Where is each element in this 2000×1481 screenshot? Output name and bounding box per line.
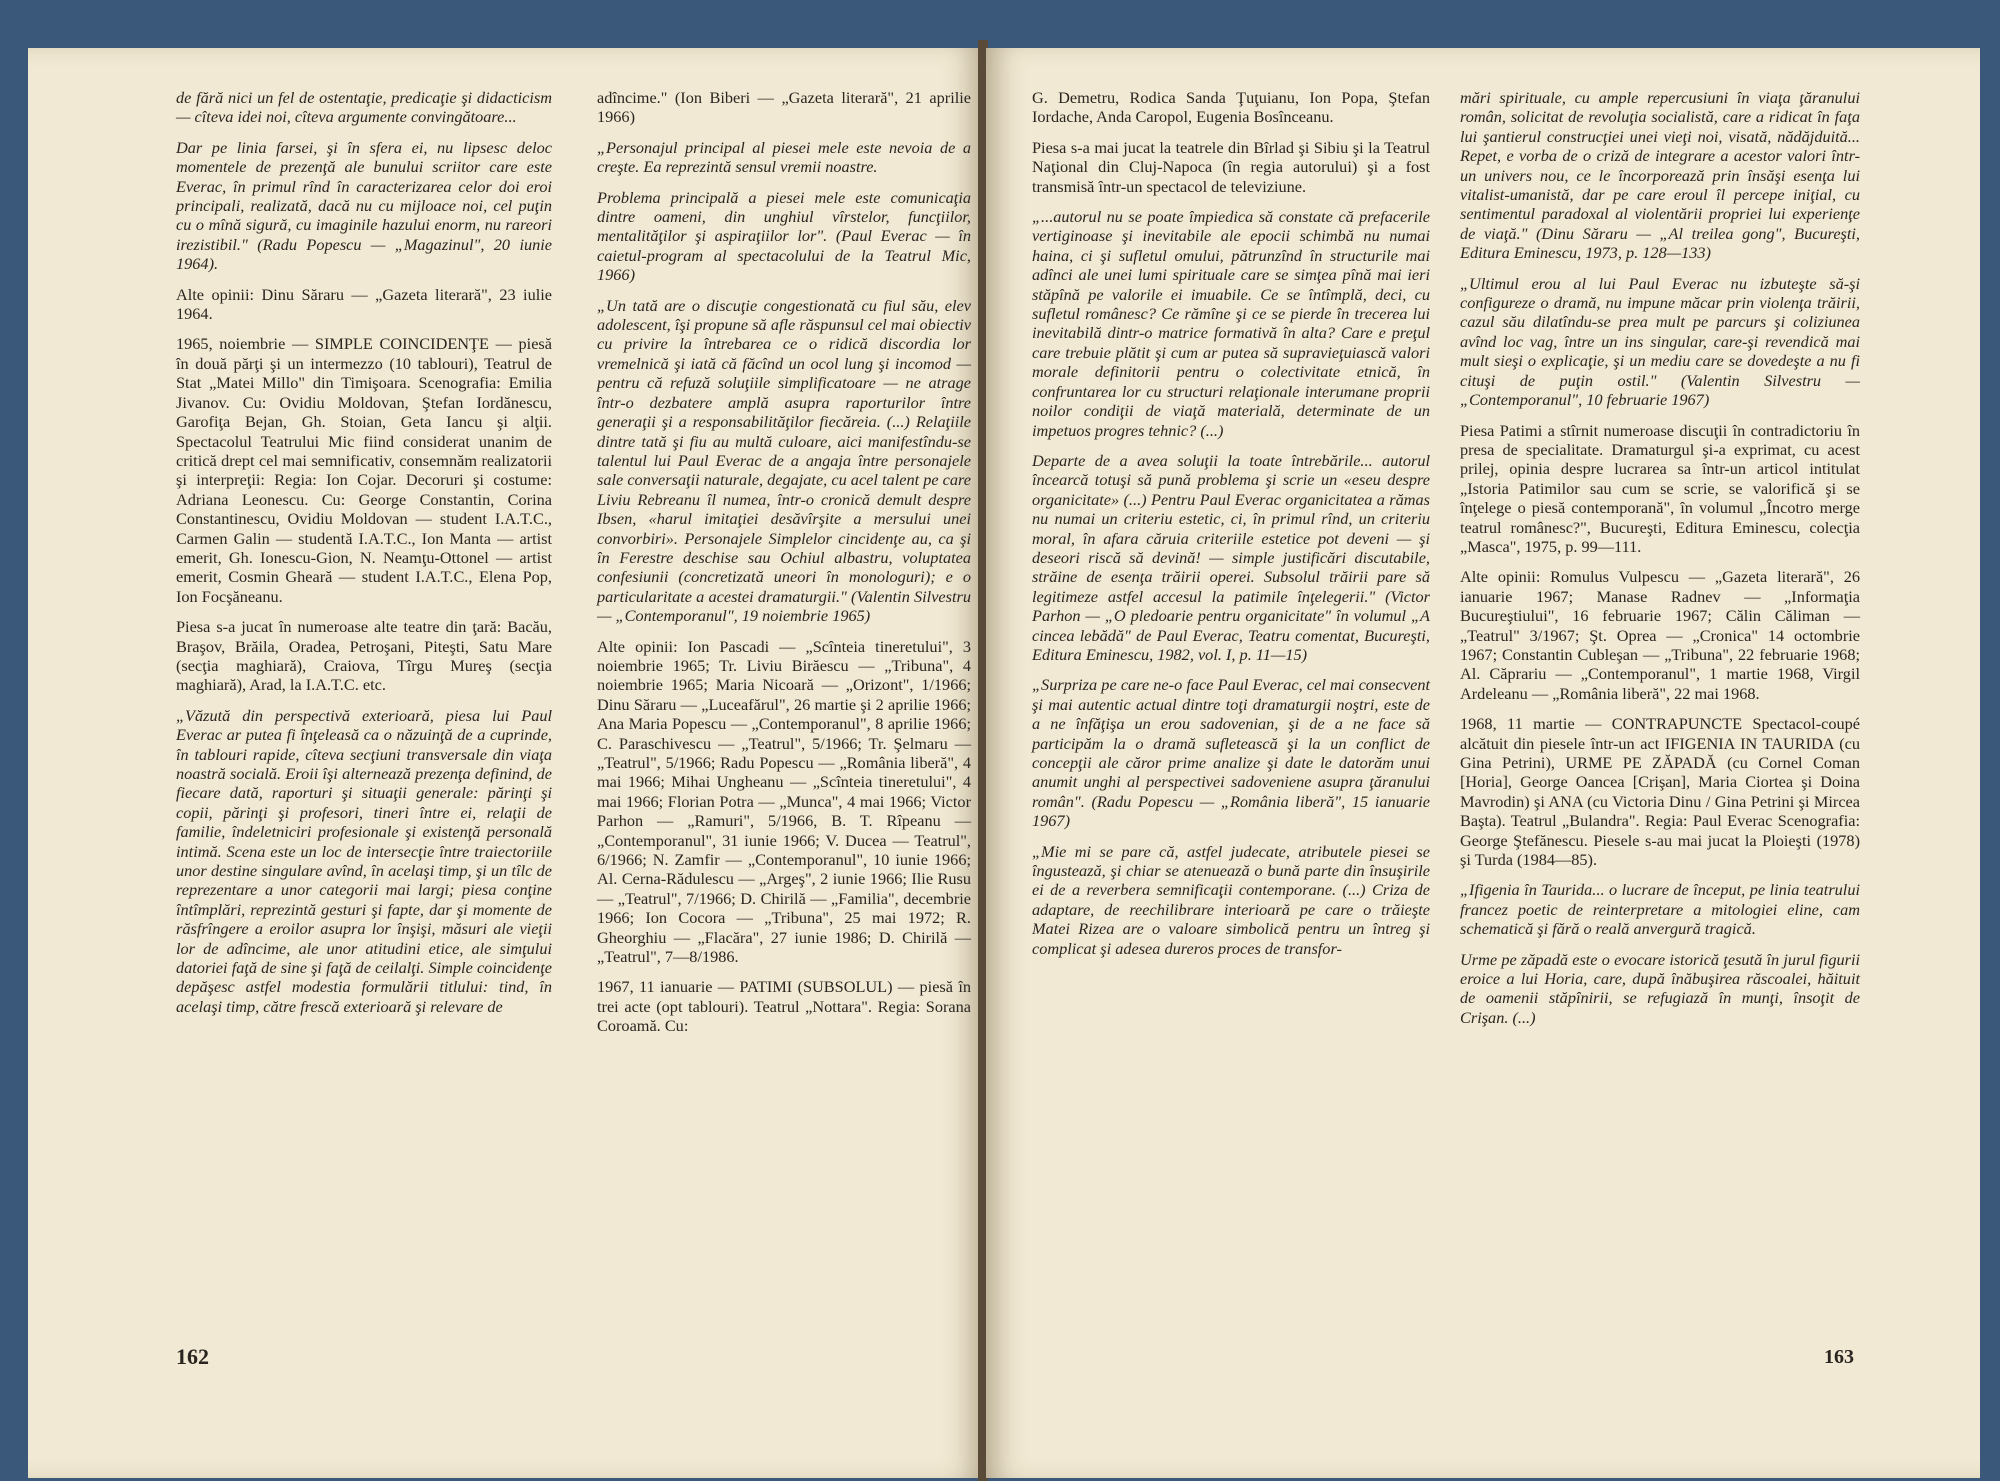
left-page-column-1 [176,88,552,1027]
paragraph: „Văzută din perspectivă exterioară, piesa lui Paul Everac ar putea fi înţeleasă ca o năzuinţă de a cuprinde, în tablouri rapide, cîteva secţiuni transversale din viaţa noastră socială. Eroii îşi alternează prezenţa definind, de fiecare dată, raporturi şi situaţii generale: părinţi şi copii, părinţi şi profesori, tineri între ei, relaţii de familie, îndeletniciri profesionale şi existenţă personală intimă. Scena este un loc de intersecţie între traiectoriile unor destine singulare avînd, în acelaşi timp, şi un tîlc de reprezentare a unor categorii mai largi; piesa conţine întîmplări, reprezintă gesturi şi fapte, dar şi momente de răsfrîngere a eroilor asupra lor înşişi, măsuri ale vieţii lor de adîncime, ale unor atitudini etice, ale simţului datoriei faţă de sine şi faţă de ceilalţi. Simple coincidenţe depăşesc astfel modestia formulării titlului: tind, în acelaşi timp, către frescă exterioară şi relevare de [176,705,552,1016]
paragraph: „Mie mi se pare că, astfel judecate, atributele piesei se îngustează, şi chiar se atenuează o bună parte din însuşirile ei de a reverbera semnificaţii contemporane. (...) Criza de adaptare, de reechilibrare interioară pe care o trăieşte Matei Rizea are o valoare simbolică pentru un întreg şi complicat şi adesea dureros proces de transfor- [1032,841,1430,958]
paragraph: Problema principală a piesei mele este comunicaţia dintre oameni, din unghiul vîrstelor, funcţiilor, mentalităţilor şi aspiraţiilor lor". (Paul Everac — în caietul-program al spectacolului de la Teatrul Mic, 1966) [597,187,971,285]
paragraph: 1968, 11 martie — CONTRAPUNCTE Spectacol-coupé alcătuit din piesele într-un act IFIGENIA IN TAURIDA (cu Gina Petrini), URME PE ZĂPADĂ (cu Cornel Coman [Horia], George Oancea [Crişan], Maria Ciortea şi Doina Mavrodin) şi ANA (cu Victoria Dinu / Gina Petrini şi Mircea Başta). Teatrul „Bulandra". Regia: Paul Everac Scenografia: George Ştefănescu. Piesele s-au mai jucat la Ploieşti (1978) şi Turda (1984—85). [1460,714,1860,870]
paragraph: 1965, noiembrie — SIMPLE COINCIDENŢE — piesă în două părţi şi un intermezzo (10 tablouri), Teatrul de Stat „Matei Millo" din Timişoara. Scenografia: Emilia Jivanov. Cu: Ovidiu Moldovan, Ştefan Iordănescu, Garofiţa Bejan, Gh. Stoian, Geta Iancu şi alţii. Spectacolul Teatrului Mic fiind considerat unanim de critică drept cel mai semnificativ, consemnăm realizatorii şi interpreţii: Regia: Ion Cojar. Decoruri şi costume: Adriana Leonescu. Cu: George Constantin, Corina Constantinescu, Ovidiu Moldovan — student I.A.T.C., Carmen Galin — studentă I.A.T.C., Ion Manta — artist emerit, Gh. Ionescu-Gion, N. Neamţu-Ottonel — artist emerit, Cosmin Gheară — student I.A.T.C., Elena Pop, Ion Focşăneanu. [176,334,552,606]
right-page [986,48,1980,1478]
paragraph: „Ifigenia în Taurida... o lucrare de început, pe linia teatrului francez poetic de reinterpretare a mitologiei eline, cam schematică şi fără o reală anvergură tragică. [1460,880,1860,939]
left-page [28,48,982,1478]
right-page-column-1 [1032,88,1430,969]
right-page-number: 163 [1824,1346,1854,1368]
paragraph: Alte opinii: Romulus Vulpescu — „Gazeta literară", 26 ianuarie 1967; Manase Radnev — „Informaţia Bucureştiului", 16 februarie 1967; Călin Căliman — „Teatrul" 3/1967; Şt. Oprea — „Cronica" 14 octombrie 1967; Constantin Cubleşan — „Tribuna", 22 februarie 1968; Al. Căprariu — „Contemporanul", 1 martie 1968, Virgil Ardeleanu — „România liberă", 22 mai 1968. [1460,567,1860,703]
paragraph: Dar pe linia farsei, şi în sfera ei, nu lipsesc deloc momentele de prezenţă ale bunului scriitor care este Everac, în primul rînd în caracterizarea celor doi eroi principali, realizată, dacă nu cu mijloace noi, cel puţin cu o mînă sigură, cu imaginile hazului enorm, nu rareori irezistibil." (Radu Popescu — „Magazinul", 20 iunie 1964). [176,137,552,274]
paragraph: Urme pe zăpadă este o evocare istorică ţesută în jurul figurii eroice a lui Horia, care, după înăbuşirea răscoalei, hăituit de oamenii stăpînirii, se refugiază în munţi, însoţit de Crişan. (...) [1460,949,1860,1027]
left-page-number: 162 [176,1344,209,1369]
paragraph: 1967, 11 ianuarie — PATIMI (SUBSOLUL) — piesă în trei acte (opt tablouri). Teatrul „Nottara". Regia: Sorana Coroamă. Cu: [597,977,971,1036]
left-page-column-2 [597,88,971,1047]
paragraph: „...autorul nu se poate împiedica să constate că prefacerile vertiginoase şi inevitabile ale epocii schimbă nu numai haina, ci şi sufletul omului, pătrunzînd în structurile mai adînci ale unei lumi spirituale care se simţea pînă mai ieri stăpînă pe valorile ei imuabile. Ce se întîmplă, deci, cu sufletul românesc? Ce rămîne şi ce se pierde în trecerea lui inevitabilă dintr-o matrice formativă în alta? Care e preţul care trebuie plătit şi cum ar putea să supravieţuiască valori morale definitorii pentru o colectivitate etnică, în confruntarea lor cu structuri relaţionale interumane proprii noilor condiţii de viaţă materială, determinate de un impetuos progres tehnic? (...) [1032,207,1430,440]
paragraph: G. Demetru, Rodica Sanda Ţuţuianu, Ion Popa, Ştefan Iordache, Anda Caropol, Eugenia Bosînceanu. [1032,88,1430,127]
paragraph: mări spirituale, cu ample repercusiuni în viaţa ţăranului român, solicitat de revoluţia socialistă, care a ridicat în faţa lui şantierul construcţiei unei vieţi noi, visată, nădăjduită... Repet, e vorba de o criză de integrare a acestor valori într-un univers nou, ce le încorporează prin însăşi esenţa lui vitalist-umanistă, dar pe care eroul îl percepe iniţial, cu sentimentul paradoxal al violentării propriei lui experienţe de viaţă." (Dinu Săraru — „Al treilea gong", Bucureşti, Editura Eminescu, 1973, p. 128—133) [1460,88,1860,263]
paragraph: de fără nici un fel de ostentaţie, predicaţie şi didacticism — cîteva idei noi, cîteva argumente convingătoare... [176,88,552,127]
paragraph: Piesa Patimi a stîrnit numeroase discuţii în contradictoriu în presa de specialitate. Dramaturgul şi-a exprimat, cu acest prilej, opinia despre lucrarea sa într-un articol intitulat „Istoria Patimilor sau cum se scrie, se valorifică şi se înţelege o piesă contemporană", în volumul „Încotro merge teatrul românesc?", Bucureşti, Editura Eminescu, colecţia „Masca", 1975, p. 99—111. [1460,420,1860,556]
paragraph: „Surpriza pe care ne-o face Paul Everac, cel mai consecvent şi mai autentic actual dintre toţi dramaturgii noştri, este de a ne înfăţişa un erou sadovenian, şi de a ne face să participăm la o dramă sufletească şi la un conflict de concepţii ale căror prime analize şi date le datorăm unui anumit unghi al perspectivei sadoveniene asupra ţăranului român". (Radu Popescu — „România liberă", 15 ianuarie 1967) [1032,675,1430,831]
paragraph: Alte opinii: Ion Pascadi — „Scînteia tineretului", 3 noiembrie 1965; Tr. Liviu Birăescu — „Tribuna", 4 noiembrie 1965; Maria Nicoară — „Orizont", 1/1966; Dinu Săraru — „Luceafărul", 26 martie şi 2 aprilie 1966; Ana Maria Popescu — „Contemporanul", 8 aprilie 1966; C. Paraschivescu — „Teatrul", 5/1966; Tr. Şelmaru — „Teatrul", 5/1966; Radu Popescu — „România liberă", 4 mai 1966; Mihai Ungheanu — „Scînteia tineretului", 4 mai 1966; Florian Potra — „Munca", 4 mai 1966; Victor Parhon — „Ramuri", 5/1966, B. T. Rîpeanu — „Contemporanul", 31 iunie 1966; V. Ducea — Teatrul", 6/1966; N. Zamfir — „Contemporanul", 10 iunie 1966; Al. Cerna-Rădulescu — „Argeş", 2 iunie 1966; Ilie Rusu — „Teatrul", 7/1966; D. Chirilă — „Familia", decembrie 1966; Ion Cocora — „Tribuna", 25 mai 1972; R. Gheorghiu — „Flacăra", 27 iunie 1986; D. Chirilă — „Teatrul", 7—8/1986. [597,636,971,967]
paragraph: Piesa s-a jucat în numeroase alte teatre din ţară: Bacău, Braşov, Brăila, Oradea, Petroşani, Piteşti, Satu Mare (secţia maghiară), Craiova, Tîrgu Mureş (secţia maghiară), Arad, la I.A.T.C. etc. [176,617,552,695]
paragraph: „Un tată are o discuţie congestionată cu fiul său, elev adolescent, îşi propune să afle răspunsul cel mai obiectiv cu privire la întrebarea ce o ridică discordia lor vremelnică şi iată că făcînd un ocol lung şi incomod — pentru că refuză soluţiile simplificatoare — ne atrage într-o dezbatere amplă asupra raporturilor între generaţii şi a responsabilităţilor fiecăreia. (...) Relaţiile dintre tată şi fiu au multă culoare, aici manifestîndu-se talentul lui Paul Everac de a angaja între personajele sale conversaţii naturale, degajate, cu acel talent pe care Liviu Rebreanu îl numea, într-o cronică demult despre Ibsen, «harul imitaţiei desăvîrşite a mersului unei convorbiri». Personajele Simplelor cincidenţe au, ca şi în Ferestre deschise sau Ochiul albastru, voluptatea confesiunii (concretizată uneori în monologuri); e o particularitate a acestei dramaturgii." (Valentin Silvestru — „Contemporanul", 19 noiembrie 1965) [597,295,971,626]
paragraph: „Ultimul erou al lui Paul Everac nu izbuteşte să-şi configureze o dramă, nu impune măcar prin violenţa trăirii, cazul său dilatîndu-se prea mult pe parcurs şi coliziunea avînd loc vag, între un ins singular, care-şi revendică mai mult sieşi o explicaţie, şi un mediu care se dovedeşte a nu fi cituşi de puţin ostil." (Valentin Silvestru — „Contemporanul", 10 februarie 1967) [1460,273,1860,410]
paragraph: „Personajul principal al piesei mele este nevoia de a creşte. Ea reprezintă sensul vremii noastre. [597,137,971,177]
paragraph: adîncime." (Ion Biberi — „Gazeta literară", 21 aprilie 1966) [597,88,971,127]
paragraph: Piesa s-a mai jucat la teatrele din Bîrlad şi Sibiu şi la Teatrul Naţional din Cluj-Napoca (în regia autorului) şi a fost transmisă într-un spectacol de televiziune. [1032,137,1430,196]
paragraph: Departe de a avea soluţii la toate întrebările... autorul încearcă totuşi să pună problema şi scrie un «eseu despre organicitate» (...) Pentru Paul Everac organicitatea a rămas nu numai un criteriu estetic, ci, în primul rînd, un criteriu moral, în afara căruia criteriile estetice pot deveni — şi deseori riscă să devină! — simple justificări discutabile, străine de esenţa trăirii operei. Subsolul trăirii pare să legitimeze astfel accesul la patimile înţelegerii." (Victor Parhon — „O pledoarie pentru organicitate" în volumul „A cincea lebădă" de Paul Everac, Teatru comentat, Bucureşti, Editura Eminescu, 1982, vol. I, p. 11—15) [1032,450,1430,664]
paragraph: Alte opinii: Dinu Săraru — „Gazeta literară", 23 iulie 1964. [176,284,552,324]
right-page-column-2 [1460,88,1860,1038]
